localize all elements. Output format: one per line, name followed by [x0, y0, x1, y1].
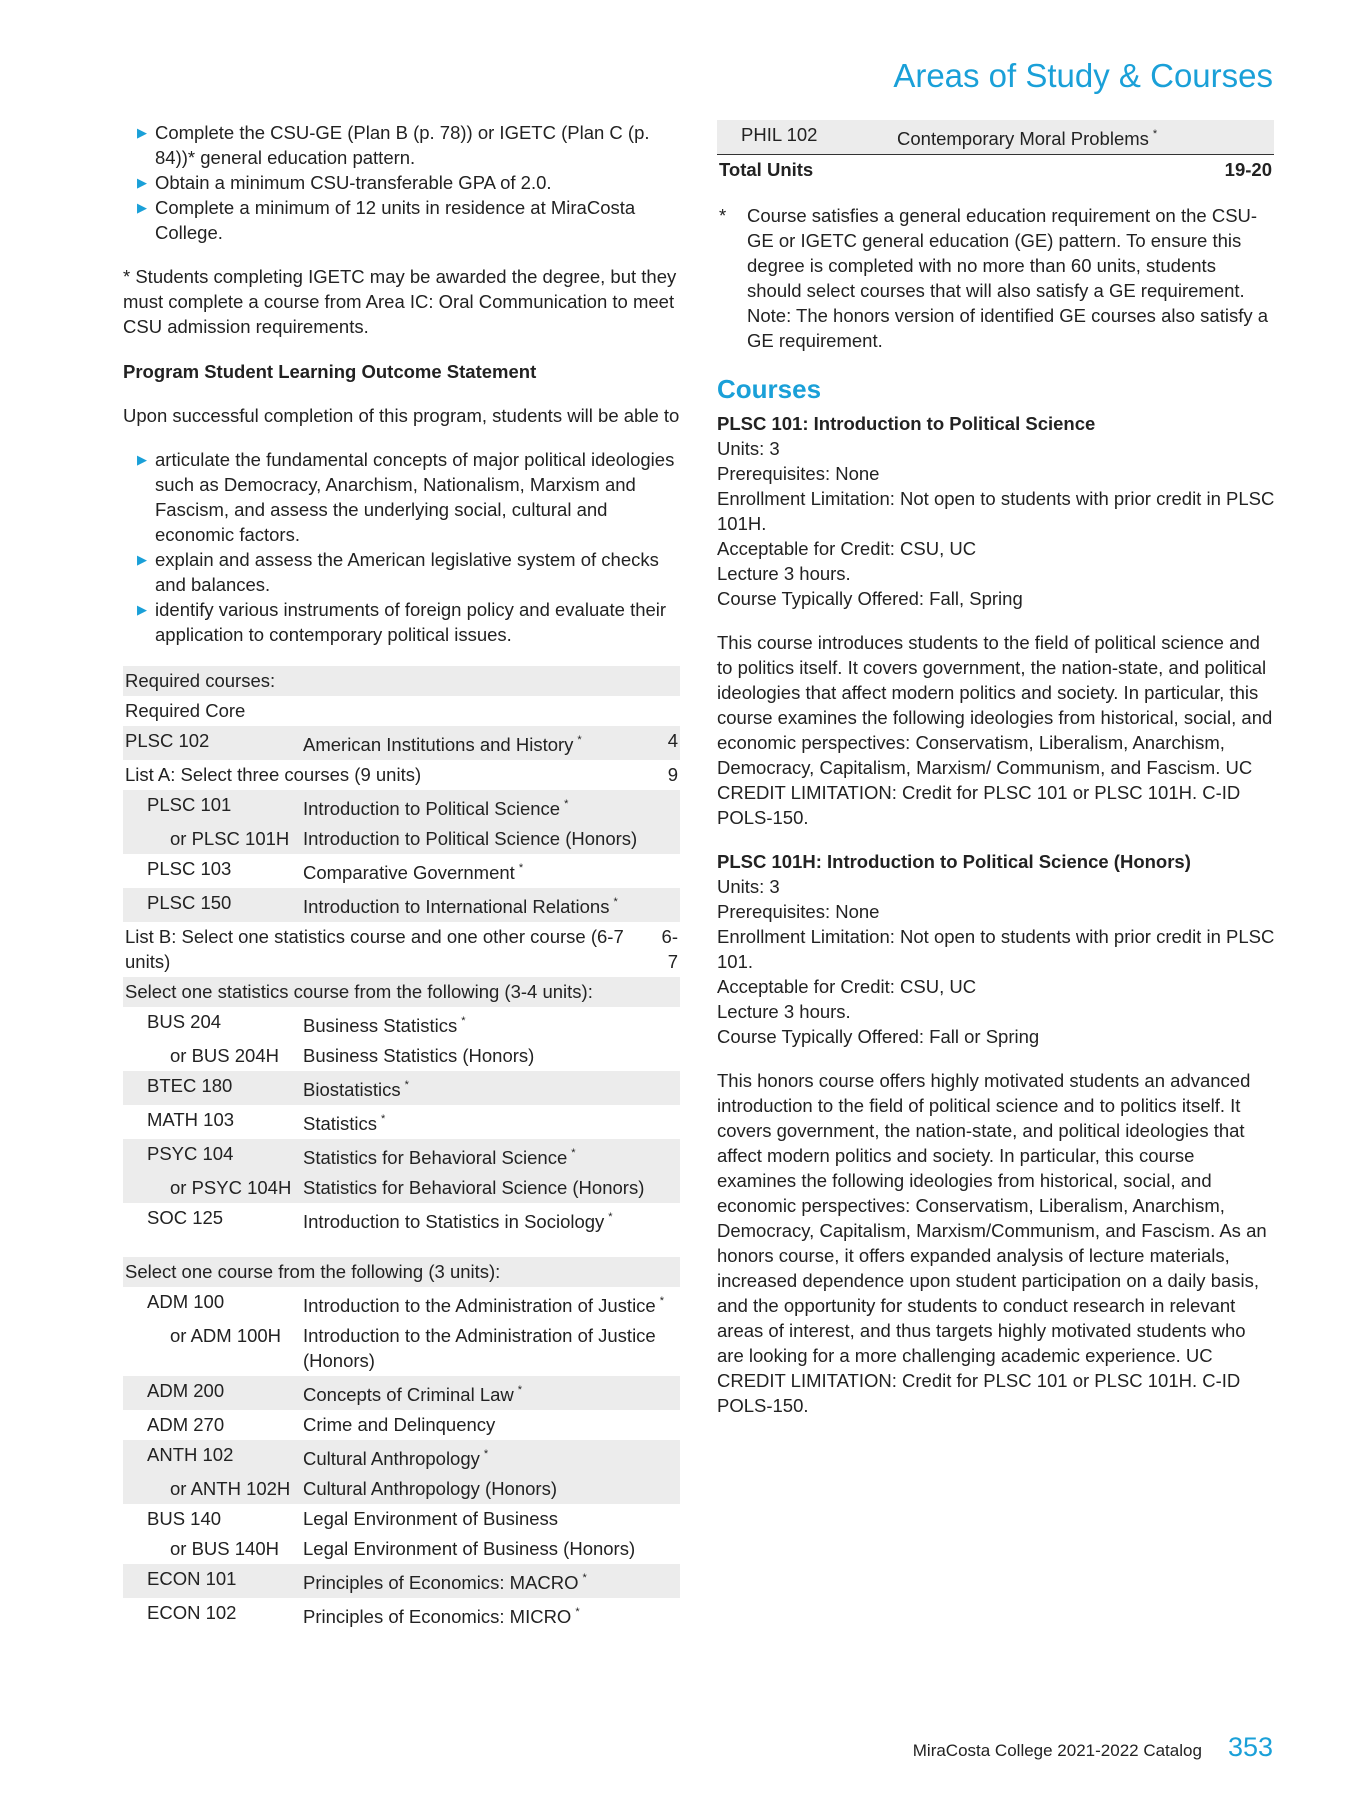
right-column [717, 120, 1275, 1418]
table-row: PLSC 101 Introduction to Political Science * [123, 790, 680, 824]
table-row: or PSYC 104H Statistics for Behavioral Science (Honors) [123, 1173, 680, 1203]
table-row: ADM 270 Crime and Delinquency [147, 1414, 496, 1435]
page-header-title: Areas of Study & Courses [893, 57, 1273, 95]
table-row: or BUS 204H Business Statistics (Honors) [170, 1045, 535, 1066]
table-row: PLSC 103 Comparative Government * [147, 858, 524, 883]
course-plsc-101: PLSC 101: Introduction to Political Science Units: 3 Prerequisites: None Enrollment Limitation: Not open to students with prior credit in PLSC 101H. Acceptable for Credit: CSU, UC Lecture 3 hours. Course Typically Offered: Fall, Spring This course introduces students to the field of political science and to politics itself. It covers government, the nation-state, and political ideologies that affect modern politics and society. In particular, this course examines the following ideologies from historical, social, and economic perspectives: Conservatism, Liberalism, Anarchism, Democracy, Capitalism, Marxism/ Communism, and Fascism. UC CREDIT LIMITATION: Credit for PLSC 101 or PLSC 101H. C-ID POLS-150. [717, 413, 1275, 828]
course-title: PLSC 101: Introduction to Political Science [717, 413, 1096, 434]
table-row: MATH 103 Statistics * [147, 1109, 386, 1134]
table-row: ADM 100 Introduction to the Administration of Justice * [147, 1291, 665, 1316]
table-row: ECON 102 Principles of Economics: MICRO * [147, 1602, 580, 1627]
table-row: Select one statistics course from the following (3-4 units): [123, 977, 680, 1007]
table-row: BUS 204 Business Statistics * [147, 1011, 466, 1036]
triangle-bullet-icon: ▶ [137, 200, 147, 215]
courses-heading: Courses [717, 374, 822, 404]
list-item: ▶ articulate the fundamental concepts of major political ideologies such as Democracy, Anarchism, Nationalism, Marxism and Fascism, and assess the underlying social, cultural and economic factors. [137, 449, 675, 545]
course-table-continued [717, 120, 1274, 185]
list-item: ▶ explain and assess the American legislative system of checks and balances. [137, 549, 659, 595]
ge-footnote: * Course satisfies a general education requirement on the CSU-GE or IGETC general education (GE) pattern. To ensure this degree is completed with no more than 60 units, students should select courses that will also satisfy a GE requirement. Note: The honors version of identified GE courses also satisfy a GE requirement. [719, 205, 1269, 351]
triangle-bullet-icon: ▶ [137, 602, 147, 617]
slo-intro: Upon successful completion of this program, students will be able to [123, 405, 680, 426]
table-row: or ADM 100H Introduction to the Administration of Justice (Honors) [170, 1325, 656, 1371]
table-row: PLSC 102 American Institutions and History * 4 [123, 726, 680, 760]
table-row: PSYC 104 Statistics for Behavioral Science * [123, 1139, 680, 1173]
catalog-name: MiraCosta College 2021-2022 Catalog [912, 1741, 1202, 1760]
table-row: Required Core [125, 700, 246, 721]
table-row: PLSC 150 Introduction to International Relations * [123, 888, 680, 922]
table-row: List B: Select one statistics course and one other course (6-7 units) 6-7 [125, 926, 678, 972]
table-row: ECON 101 Principles of Economics: MACRO * [123, 1564, 680, 1598]
required-courses-table [123, 666, 680, 1632]
list-item: ▶ Complete a minimum of 12 units in residence at MiraCosta College. [137, 197, 636, 243]
course-title: PLSC 101H: Introduction to Political Science (Honors) [717, 851, 1191, 872]
table-row: or ANTH 102H Cultural Anthropology (Honors) [123, 1474, 680, 1504]
learning-outcomes-list [123, 447, 683, 647]
course-description: This honors course offers highly motivated students an advanced introduction to the field of political science and to politics itself. It covers government, the nation-state, and political ideologies that affect modern politics and society. In particular, this course examines the following ideologies from historical, social, and economic perspectives: Conservatism, Liberalism, Anarchism, Democracy, Capitalism, Marxism/Communism, and Fascism. As an honors course, it offers expanded analysis of lecture materials, increased dependence upon student participation on a daily basis, and the opportunity for students to conduct research in relevant areas of interest, and thus targets highly motivated students who are looking for a more challenging academic experience. UC CREDIT LIMITATION: Credit for PLSC 101 or PLSC 101H. C-ID POLS-150. [717, 1070, 1267, 1416]
table-row: BTEC 180 Biostatistics * [123, 1071, 680, 1105]
table-row: Required courses: [123, 666, 680, 696]
table-row: or PLSC 101H Introduction to Political Science (Honors) [123, 824, 680, 854]
triangle-bullet-icon: ▶ [137, 175, 147, 190]
table-row: SOC 125 Introduction to Statistics in Sociology * [147, 1207, 613, 1232]
table-row: or BUS 140H Legal Environment of Business (Honors) [170, 1538, 636, 1559]
table-row: PHIL 102 Contemporary Moral Problems * [717, 120, 1274, 155]
list-item: ▶ identify various instruments of foreign policy and evaluate their application to contemporary political issues. [137, 599, 667, 645]
table-row: ADM 200 Concepts of Criminal Law * [123, 1376, 680, 1410]
table-row: Select one course from the following (3 units): [123, 1257, 680, 1287]
table-row: BUS 140 Legal Environment of Business [147, 1508, 559, 1529]
list-item: ▶ Obtain a minimum CSU-transferable GPA of 2.0. [137, 172, 552, 193]
page-footer [912, 1732, 1273, 1763]
table-row: List A: Select three courses (9 units) 9 [125, 764, 678, 785]
list-item: ▶ Complete the CSU-GE (Plan B (p. 78)) or IGETC (Plan C (p. 84))* general education pattern. [137, 122, 650, 168]
page-number: 353 [1227, 1732, 1273, 1762]
left-column [123, 120, 683, 1632]
total-units-row: Total Units 19-20 [717, 155, 1274, 186]
slo-heading: Program Student Learning Outcome Statement [123, 361, 537, 382]
igetc-note: * Students completing IGETC may be awarded the degree, but they must complete a course from Area IC: Oral Communication to meet CSU admission requirements. [123, 266, 677, 337]
triangle-bullet-icon: ▶ [137, 125, 147, 140]
course-plsc-101h: PLSC 101H: Introduction to Political Science (Honors) Units: 3 Prerequisites: None Enrollment Limitation: Not open to students with prior credit in PLSC 101. Acceptable for Credit: CSU, UC Lecture 3 hours. Course Typically Offered: Fall or Spring This honors course offers highly motivated students an advanced introduction to the field of political science and to politics itself. It covers government, the nation-state, and political ideologies that affect modern politics and society. In particular, this course examines the following ideologies from historical, social, and economic perspectives: Conservatism, Liberalism, Anarchism, Democracy, Capitalism, Marxism/Communism, and Fascism. As an honors course, it offers expanded analysis of lecture materials, increased dependence upon student participation on a daily basis, and the opportunity for students to conduct research in relevant areas of interest, and thus targets highly motivated students who are looking for a more challenging academic experience. UC CREDIT LIMITATION: Credit for PLSC 101 or PLSC 101H. C-ID POLS-150. [717, 851, 1275, 1416]
table-row: ANTH 102 Cultural Anthropology * [123, 1440, 680, 1474]
degree-requirements-list [123, 120, 683, 245]
triangle-bullet-icon: ▶ [137, 452, 147, 467]
triangle-bullet-icon: ▶ [137, 552, 147, 567]
course-description: This course introduces students to the field of political science and to politics itself. It covers government, the nation-state, and political ideologies that affect modern politics and society. In particular, this course examines the following ideologies from historical, social, and economic perspectives: Conservatism, Liberalism, Anarchism, Democracy, Capitalism, Marxism/ Communism, and Fascism. UC CREDIT LIMITATION: Credit for PLSC 101 or PLSC 101H. C-ID POLS-150. [717, 632, 1273, 828]
